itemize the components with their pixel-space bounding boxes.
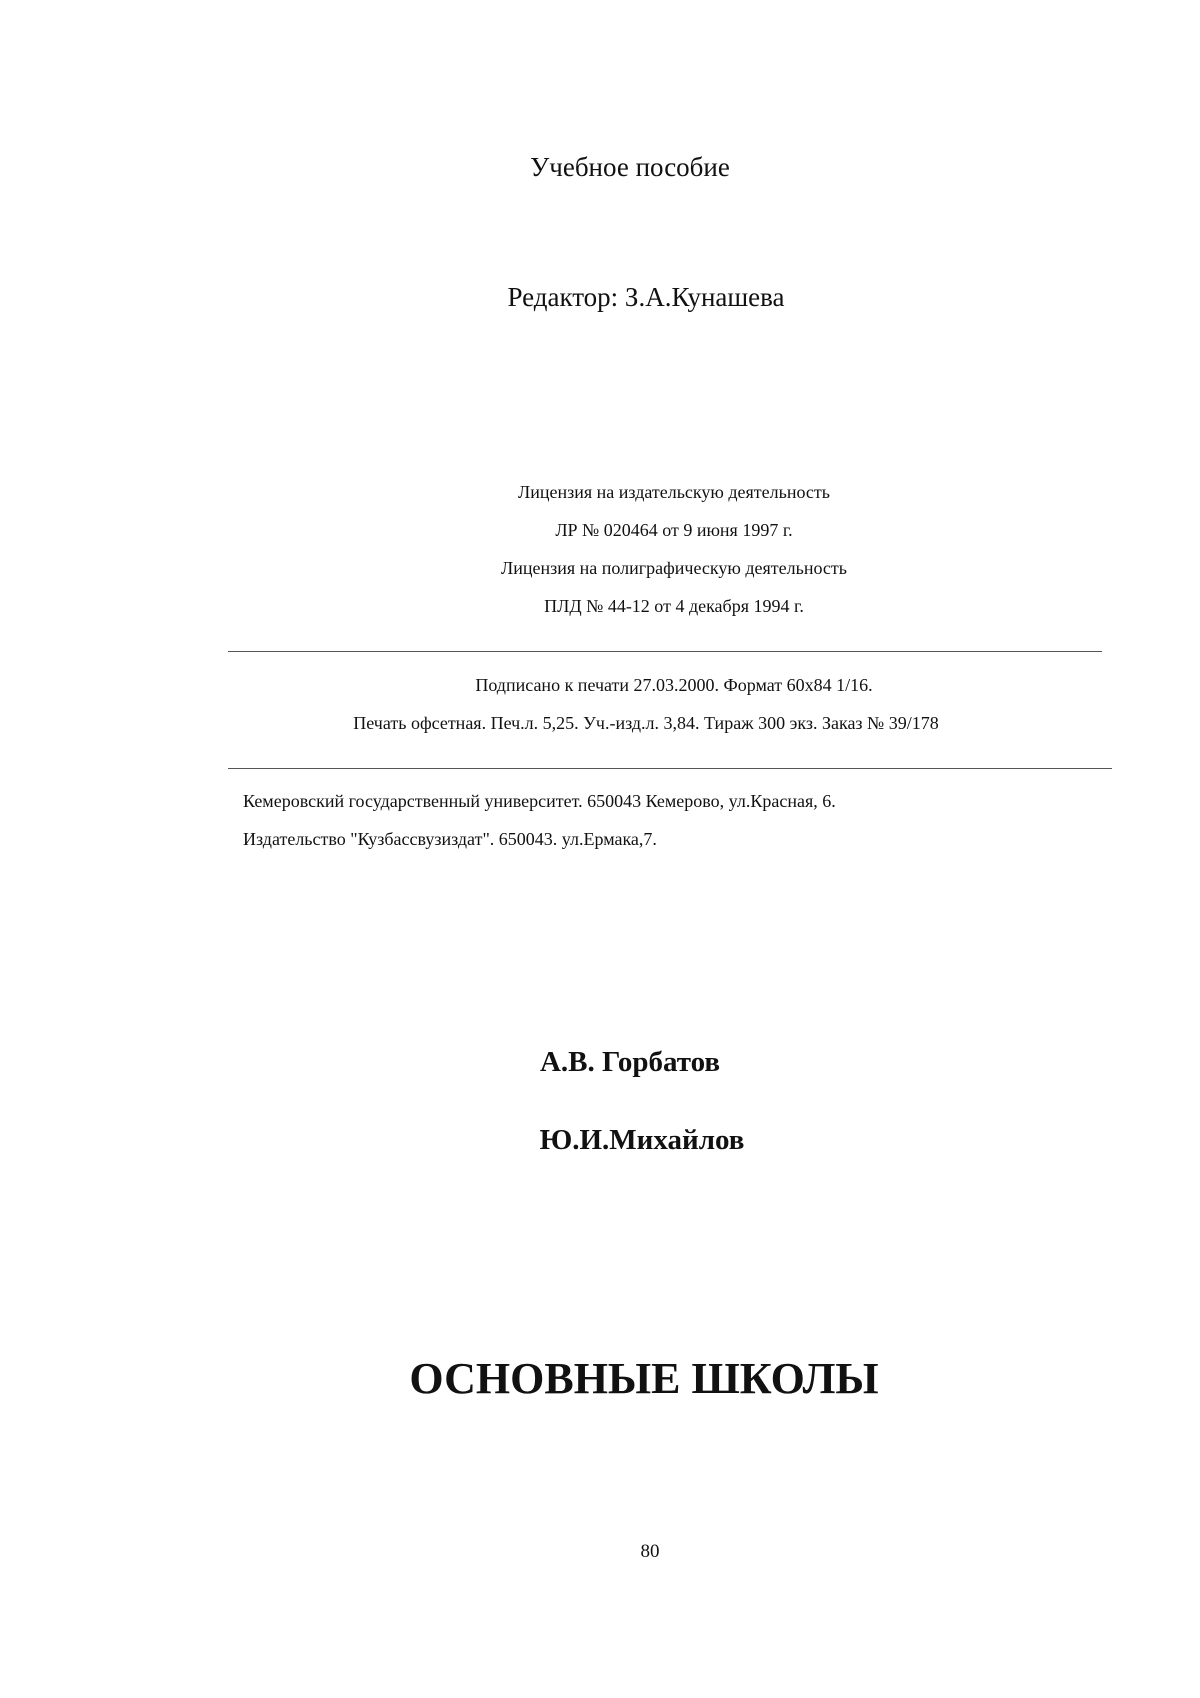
bottom-divider-rule xyxy=(228,768,1112,769)
top-divider-rule xyxy=(228,651,1102,652)
print-details-line: Печать офсетная. Печ.л. 5,25. Уч.-изд.л. 3,84. Тираж 300 экз. Заказ № 39/178 xyxy=(353,713,939,733)
publishing-license-label: Лицензия на издательскую деятельность xyxy=(518,482,830,502)
publishing-license-number: ЛР № 020464 от 9 июня 1997 г. xyxy=(555,520,793,540)
author-line-2: Ю.И.Михайлов xyxy=(539,1124,745,1156)
printing-license-number: ПЛД № 44-12 от 4 декабря 1994 г. xyxy=(544,596,804,616)
book-title: ОСНОВНЫЕ ШКОЛЫ xyxy=(409,1354,879,1403)
press-address-line: Издательство "Кузбассвузиздат". 650043. ул.Ермака,7. xyxy=(243,829,657,849)
document-type-label: Учебное пособие xyxy=(530,152,730,182)
editor-line: Редактор: З.А.Кунашева xyxy=(507,282,785,312)
printing-license-label: Лицензия на полиграфическую деятельность xyxy=(501,558,847,578)
print-signed-line: Подписано к печати 27.03.2000. Формат 60х84 1/16. xyxy=(475,675,873,695)
page-number: 80 xyxy=(640,1541,660,1562)
author-line-1: А.В. Горбатов xyxy=(539,1046,721,1078)
university-address-line: Кемеровский государственный университет. 650043 Кемерово, ул.Красная, 6. xyxy=(243,791,836,811)
